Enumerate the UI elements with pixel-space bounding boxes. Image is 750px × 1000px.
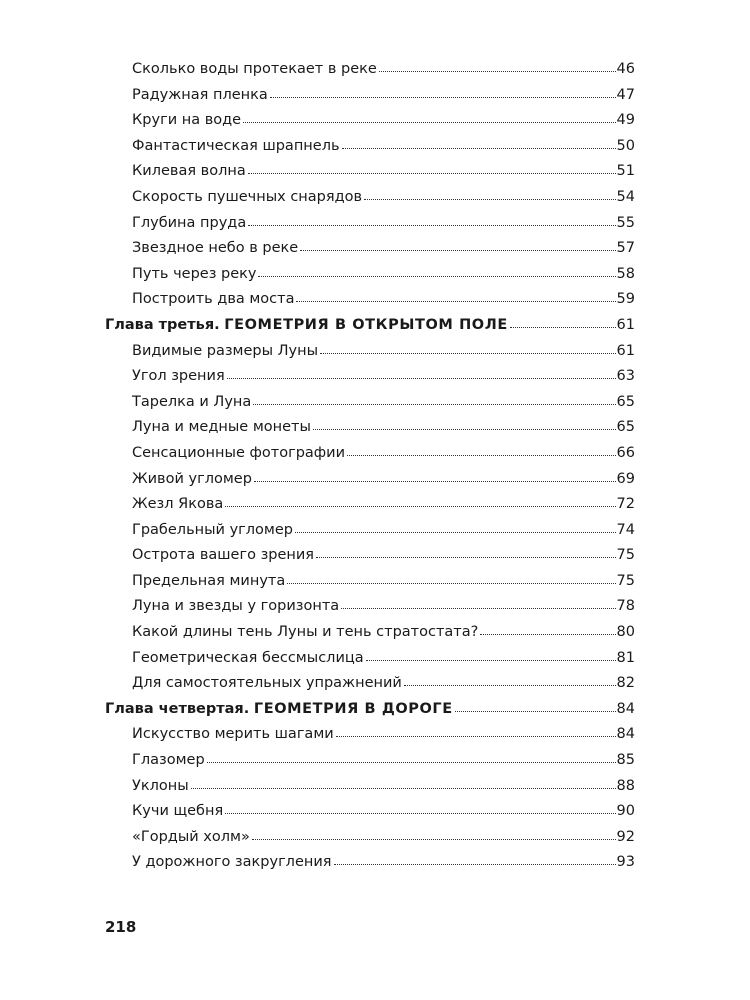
toc-entry: [105, 236, 635, 262]
dot-leader: [320, 353, 615, 354]
toc-entry-page: 93: [616, 854, 635, 871]
toc-entry-page: 80: [616, 624, 635, 641]
dot-leader: [227, 378, 616, 379]
toc-entry-page: 58: [616, 265, 635, 282]
toc-entry: [105, 364, 635, 390]
toc-entry-title: Луна и медные монеты: [132, 419, 311, 436]
chapter-caps-title: ГЕОМЕТРИЯ В ОТКРЫТОМ ПОЛЕ: [224, 316, 508, 333]
toc-entry-page: 84: [616, 726, 635, 743]
toc-entry-title: Живой угломер: [132, 470, 252, 487]
toc-entry-page: 69: [616, 470, 635, 487]
toc-entry-page: 63: [616, 368, 635, 385]
toc-entry: [105, 569, 635, 595]
dot-leader: [207, 762, 616, 763]
toc-entry: [105, 748, 635, 774]
toc-entry: [105, 492, 635, 518]
chapter-lead: Глава третья.: [105, 316, 220, 333]
toc-entry: [105, 83, 635, 109]
dot-leader: [248, 173, 616, 174]
toc-entry-title: Жезл Якова: [132, 496, 224, 513]
toc-entry: [105, 108, 635, 134]
toc-entry-page: 46: [616, 61, 635, 77]
toc-entry: [105, 594, 635, 620]
toc-entry-page: 50: [616, 137, 635, 154]
toc-entry-title: Острота вашего зрения: [132, 547, 315, 564]
toc-entry-page: 75: [616, 572, 635, 589]
toc-entry-page: 81: [616, 649, 635, 666]
toc-entry: [105, 518, 635, 544]
dot-leader: [364, 199, 616, 200]
toc-entry: [105, 620, 635, 646]
dot-leader: [510, 327, 616, 328]
toc-entry-title: Кучи щебня: [132, 803, 224, 820]
toc-entry-page: 65: [616, 393, 635, 410]
dot-leader: [404, 685, 616, 686]
toc-entry-page: 74: [616, 521, 635, 538]
toc-entry: [105, 441, 635, 467]
dot-leader: [455, 711, 616, 712]
toc-entry-page: 72: [616, 496, 635, 513]
dot-leader: [252, 839, 616, 840]
toc-entry-title: Радужная пленка: [132, 86, 268, 103]
toc-entry-page: 57: [616, 240, 635, 257]
dot-leader: [316, 557, 616, 558]
dot-leader: [258, 276, 615, 277]
toc-entry-page: 78: [616, 598, 635, 615]
toc-entry-page: 61: [616, 342, 635, 359]
toc-entry: [105, 799, 635, 825]
toc-entry: [105, 390, 635, 416]
toc-entry-title: Для самостоятельных упражнений: [132, 675, 402, 692]
toc-chapter-heading: [105, 697, 635, 723]
toc-entry-page: 54: [616, 188, 635, 205]
toc-entry-page: 85: [616, 752, 635, 769]
toc-entry-title: Видимые размеры Луны: [132, 342, 319, 359]
dot-leader: [270, 97, 616, 98]
toc-entry-page: 84: [616, 700, 635, 717]
toc-chapter-title: [105, 697, 453, 723]
dot-leader: [342, 148, 616, 149]
dot-leader: [287, 583, 615, 584]
page-number: 218: [105, 918, 137, 936]
toc-entry-page: 49: [616, 112, 635, 129]
dot-leader: [300, 250, 615, 251]
toc-entry-page: 51: [616, 163, 635, 180]
toc-entry: [105, 671, 635, 697]
toc-entry-title: Геометрическая бессмыслица: [132, 649, 364, 666]
dot-leader: [347, 455, 616, 456]
toc-chapter-heading: [105, 313, 635, 339]
toc-entry-title: Путь через реку: [132, 265, 257, 282]
toc-entry: [105, 211, 635, 237]
toc-entry-page: 59: [616, 291, 635, 308]
toc-entry-title: Глубина пруда: [132, 214, 247, 231]
dot-leader: [243, 122, 615, 123]
toc-entry-title: Построить два моста: [132, 291, 295, 308]
dot-leader: [334, 864, 616, 865]
toc-entry-title: Сенсационные фотографии: [132, 444, 346, 461]
chapter-lead: Глава четвертая.: [105, 700, 250, 717]
toc-entry-page: 75: [616, 547, 635, 564]
dot-leader: [296, 301, 615, 302]
toc-entry-title: Фантастическая шрапнель: [132, 137, 340, 154]
toc-entry-page: 88: [616, 777, 635, 794]
toc-entry-page: 90: [616, 803, 635, 820]
toc-entry: [105, 262, 635, 288]
table-of-contents: [105, 57, 635, 876]
toc-entry: [105, 825, 635, 851]
toc-entry-title: Глазомер: [132, 752, 205, 769]
toc-chapter-title: [105, 313, 508, 339]
dot-leader: [341, 608, 615, 609]
toc-entry-title: Уклоны: [132, 777, 189, 794]
toc-entry-page: 82: [616, 675, 635, 692]
toc-entry-page: 55: [616, 214, 635, 231]
dot-leader: [379, 71, 616, 72]
toc-entry-title: Предельная минута: [132, 572, 286, 589]
toc-entry-title: Скорость пушечных снарядов: [132, 188, 363, 205]
toc-entry: [105, 774, 635, 800]
dot-leader: [480, 634, 615, 635]
toc-entry-title: Угол зрения: [132, 368, 225, 385]
toc-entry-page: 47: [616, 86, 635, 103]
dot-leader: [295, 532, 616, 533]
toc-entry: [105, 646, 635, 672]
toc-entry-title: Круги на воде: [132, 112, 242, 129]
chapter-caps-title: ГЕОМЕТРИЯ В ДОРОГЕ: [253, 700, 453, 717]
toc-entry: [105, 134, 635, 160]
dot-leader: [254, 481, 616, 482]
dot-leader: [253, 404, 615, 405]
toc-entry-page: 65: [616, 419, 635, 436]
toc-entry-title: Искусство мерить шагами: [132, 726, 334, 743]
toc-entry-page: 66: [616, 444, 635, 461]
toc-entry-title: Тарелка и Луна: [132, 393, 252, 410]
toc-entry-title: Килевая волна: [132, 163, 246, 180]
toc-entry-title: Звездное небо в реке: [132, 240, 299, 257]
toc-entry: [105, 543, 635, 569]
toc-entry: [105, 722, 635, 748]
toc-entry: [105, 467, 635, 493]
toc-entry-title: Сколько воды протекает в реке: [132, 61, 377, 77]
dot-leader: [248, 225, 615, 226]
toc-entry: [105, 159, 635, 185]
toc-entry-title: У дорожного закругления: [132, 854, 332, 871]
dot-leader: [366, 660, 616, 661]
dot-leader: [225, 506, 615, 507]
dot-leader: [191, 788, 616, 789]
toc-entry: [105, 185, 635, 211]
toc-entry: [105, 415, 635, 441]
toc-entry-page: 61: [616, 316, 635, 333]
toc-entry: [105, 850, 635, 876]
dot-leader: [336, 736, 616, 737]
toc-entry-title: Луна и звезды у горизонта: [132, 598, 340, 615]
toc-entry: [105, 57, 635, 83]
toc-entry: [105, 339, 635, 365]
toc-entry-page: 92: [616, 828, 635, 845]
toc-entry-title: Какой длины тень Луны и тень стратостата?: [132, 624, 479, 641]
dot-leader: [225, 813, 615, 814]
toc-entry-title: «Гордый холм»: [132, 828, 250, 845]
toc-entry-title: Грабельный угломер: [132, 521, 293, 538]
toc-entry: [105, 287, 635, 313]
dot-leader: [313, 429, 616, 430]
